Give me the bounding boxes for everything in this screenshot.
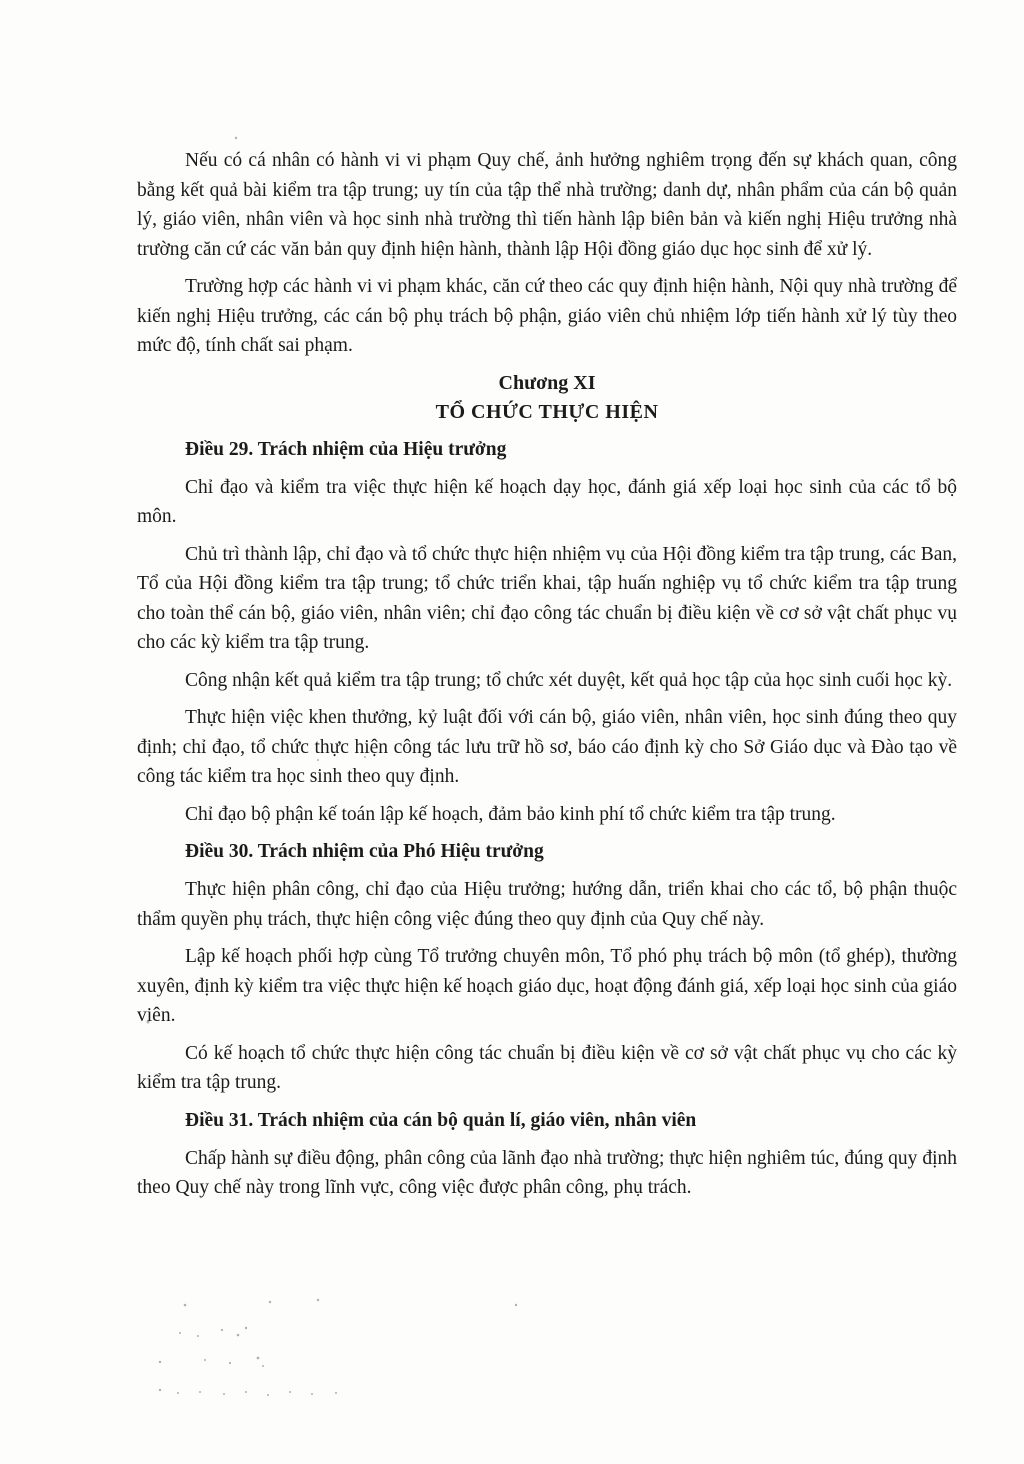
paragraph-violation-serious: Nếu có cá nhân có hành vi vi phạm Quy chế, ảnh hưởng nghiêm trọng đến sự khách quan, công bằng kết quả bài kiểm tra tập trung; uy tín của tập thể nhà trường; danh dự, nhân phẩm của cán bộ quản lý, giáo viên, nhân viên và học sinh nhà trường thì tiến hành lập biên bản và kiến nghị Hiệu trưởng nhà trường căn cứ các văn bản quy định hiện hành, thành lập Hội đồng giáo dục học sinh để xử lý. [137, 150, 957, 260]
article-30-paragraph: Có kế hoạch tổ chức thực hiện công tác chuẩn bị điều kiện về cơ sở vật chất phục vụ cho các kỳ kiểm tra tập trung. [137, 1042, 957, 1093]
chapter-title: TỔ CHỨC THỰC HIỆN [435, 400, 659, 423]
article-31-paragraph: Chấp hành sự điều động, phân công của lãnh đạo nhà trường; thực hiện nghiêm túc, đúng quy định theo Quy chế này trong lĩnh vực, công việc được phân công, phụ trách. [137, 1147, 957, 1198]
article-30-paragraph: Thực hiện phân công, chỉ đạo của Hiệu trưởng; hướng dẫn, triển khai cho các tổ, bộ phận thuộc thẩm quyền phụ trách, thực hiện công việc đúng theo quy định của Quy chế này. [137, 879, 957, 930]
document-body [137, 146, 957, 1211]
article-29-heading: Điều 29. Trách nhiệm của Hiệu trưởng [185, 438, 507, 460]
article-29-paragraph: Thực hiện việc khen thưởng, kỷ luật đối với cán bộ, giáo viên, nhân viên, học sinh đúng theo quy định; chỉ đạo, tổ chức thực hiện công tác lưu trữ hồ sơ, báo cáo định kỳ cho Sở Giáo dục và Đào tạo về công tác kiểm tra học sinh theo quy định. [137, 707, 957, 787]
chapter-number: Chương XI [498, 371, 596, 394]
article-29-paragraph: Chỉ đạo bộ phận kế toán lập kế hoạch, đảm bảo kinh phí tổ chức kiểm tra tập trung. [185, 803, 836, 825]
paragraph-violation-other: Trường hợp các hành vi vi phạm khác, căn cứ theo các quy định hiện hành, Nội quy nhà trường để kiến nghị Hiệu trưởng, các cán bộ phụ trách bộ phận, giáo viên chủ nhiệm lớp tiến hành xử lý tùy theo mức độ, tính chất sai phạm. [137, 276, 957, 356]
article-29-paragraph: Chủ trì thành lập, chỉ đạo và tổ chức thực hiện nhiệm vụ của Hội đồng kiểm tra tập trung, các Ban, Tổ của Hội đồng kiểm tra tập trung; tổ chức triển khai, tập huấn nghiệp vụ tổ chức kiểm tra tập trung cho toàn thể cán bộ, giáo viên, nhân viên; chỉ đạo công tác chuẩn bị điều kiện về cơ sở vật chất phục vụ cho các kỳ kiểm tra tập trung. [137, 543, 957, 653]
article-30-paragraph: Lập kế hoạch phối hợp cùng Tổ trưởng chuyên môn, Tổ phó phụ trách bộ môn (tổ ghép), thường xuyên, định kỳ kiểm tra việc thực hiện kế hoạch giáo dục, hoạt động đánh giá, xếp loại học sinh của giáo viên. [137, 946, 957, 1026]
article-29-paragraph: Công nhận kết quả kiểm tra tập trung; tổ chức xét duyệt, kết quả học tập của học sinh cuối học kỳ. [185, 669, 953, 691]
article-29-paragraph: Chỉ đạo và kiểm tra việc thực hiện kế hoạch dạy học, đánh giá xếp loại học sinh của các tổ bộ môn. [137, 476, 957, 527]
article-31-heading: Điều 31. Trách nhiệm của cán bộ quản lí, giáo viên, nhân viên [185, 1109, 697, 1131]
article-30-heading: Điều 30. Trách nhiệm của Phó Hiệu trưởng [185, 841, 544, 862]
